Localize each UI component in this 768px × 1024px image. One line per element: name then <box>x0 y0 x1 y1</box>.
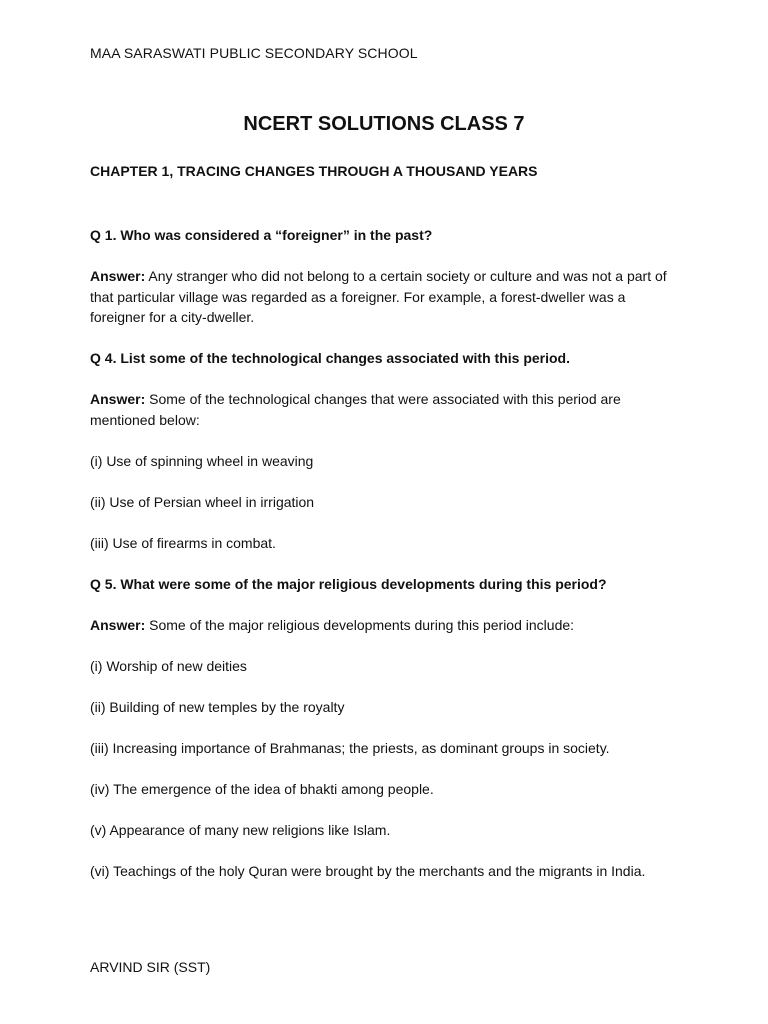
page-header: MAA SARASWATI PUBLIC SECONDARY SCHOOL <box>90 45 418 61</box>
question-1: Q 1. Who was considered a “foreigner” in the past? <box>90 227 433 243</box>
answer-text: Any stranger who did not belong to a certain society or culture and was not a part of that particular village was regarded as a foreigner. For example, a forest-dweller was a foreigner for a city-dweller. <box>90 268 667 325</box>
answer-1 <box>90 266 680 328</box>
list-item: (i) Use of spinning wheel in weaving <box>90 452 314 469</box>
list-item: (ii) Building of new temples by the royalty <box>90 698 345 715</box>
list-item: (ii) Use of Persian wheel in irrigation <box>90 493 315 510</box>
page-footer: ARVIND SIR (SST) <box>90 959 211 975</box>
list-item: (vi) Teachings of the holy Quran were brought by the merchants and the migrants in India. <box>90 862 646 879</box>
answer-label: Answer: <box>90 616 146 633</box>
answer-4 <box>90 389 680 430</box>
answer-text: Some of the major religious developments during this period include: <box>145 616 575 633</box>
list-item: (iii) Use of firearms in combat. <box>90 534 276 551</box>
document-body <box>90 225 680 902</box>
list-item: (iii) Increasing importance of Brahmanas; the priests, as dominant groups in society. <box>90 739 610 756</box>
answer-label: Answer: <box>90 268 146 284</box>
list-item: (iv) The emergence of the idea of bhakti among people. <box>90 780 434 797</box>
answer-5 <box>90 615 680 636</box>
question-4: Q 4. List some of the technological changes associated with this period. <box>90 350 570 366</box>
answer-text: Some of the technological changes that were associated with this period are mentioned below: <box>90 391 621 428</box>
list-item: (i) Worship of new deities <box>90 657 247 674</box>
answer-label: Answer: <box>90 391 146 407</box>
question-5: Q 5. What were some of the major religious developments during this period? <box>90 575 607 592</box>
document-title: NCERT SOLUTIONS CLASS 7 <box>243 113 525 135</box>
chapter-heading: CHAPTER 1, TRACING CHANGES THROUGH A THOUSAND YEARS <box>90 163 538 179</box>
list-item: (v) Appearance of many new religions like Islam. <box>90 821 391 838</box>
